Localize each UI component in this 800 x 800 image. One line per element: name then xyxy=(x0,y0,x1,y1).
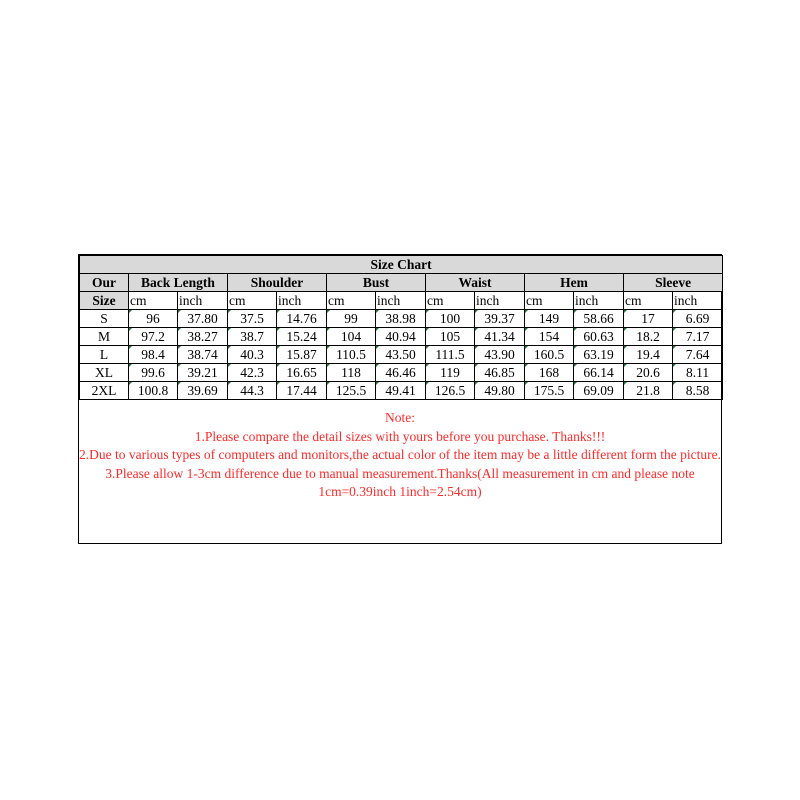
size-column-header: Size xyxy=(80,292,129,310)
measurement-cell: 118 xyxy=(327,364,376,382)
measurement-cell: 98.4 xyxy=(129,346,178,364)
measurement-cell: 40.3 xyxy=(228,346,277,364)
header-bust: Bust xyxy=(327,274,426,292)
measurement-cell: 99 xyxy=(327,310,376,328)
size-cell: M xyxy=(80,328,129,346)
measurement-cell: 160.5 xyxy=(525,346,574,364)
measurement-cell: 104 xyxy=(327,328,376,346)
table-title: Size Chart xyxy=(80,256,723,274)
note-line: 2.Due to various types of computers and monitors,the actual color of the item may be a little different form the picture. xyxy=(79,447,721,462)
measurement-cell: 46.85 xyxy=(475,364,525,382)
header-hem: Hem xyxy=(525,274,624,292)
header-sleeve: Sleeve xyxy=(624,274,723,292)
measurement-cell: 41.34 xyxy=(475,328,525,346)
note-line: 3.Please allow 1-3cm difference due to manual measurement.Thanks(All measurement in cm and please note 1cm=0.39inch 1inch=2.54cm) xyxy=(105,465,695,499)
measurement-cell: 168 xyxy=(525,364,574,382)
measurement-cell: 175.5 xyxy=(525,382,574,400)
unit-inch: inch xyxy=(475,292,525,310)
header-back-length: Back Length xyxy=(129,274,228,292)
measurement-cell: 69.09 xyxy=(574,382,624,400)
measurement-cell: 125.5 xyxy=(327,382,376,400)
header-waist: Waist xyxy=(426,274,525,292)
table-row xyxy=(80,364,723,382)
measurement-cell: 38.98 xyxy=(376,310,426,328)
measurement-cell: 38.74 xyxy=(178,346,228,364)
notes-block xyxy=(79,409,721,502)
size-chart-table xyxy=(79,255,723,400)
measurement-cell: 17 xyxy=(624,310,673,328)
size-cell: 2XL xyxy=(80,382,129,400)
measurement-cell: 7.17 xyxy=(673,328,723,346)
size-cell: XL xyxy=(80,364,129,382)
measurement-cell: 44.3 xyxy=(228,382,277,400)
measurement-cell: 14.76 xyxy=(277,310,327,328)
measurement-cell: 21.8 xyxy=(624,382,673,400)
measurement-cell: 7.64 xyxy=(673,346,723,364)
measurement-cell: 63.19 xyxy=(574,346,624,364)
measurement-cell: 111.5 xyxy=(426,346,475,364)
measurement-cell: 39.21 xyxy=(178,364,228,382)
measurement-cell: 15.87 xyxy=(277,346,327,364)
unit-cm: cm xyxy=(426,292,475,310)
measurement-cell: 100.8 xyxy=(129,382,178,400)
measurement-cell: 96 xyxy=(129,310,178,328)
unit-cm: cm xyxy=(129,292,178,310)
unit-cm: cm xyxy=(228,292,277,310)
measurement-cell: 43.50 xyxy=(376,346,426,364)
measurement-cell: 19.4 xyxy=(624,346,673,364)
measurement-cell: 105 xyxy=(426,328,475,346)
measurement-cell: 37.80 xyxy=(178,310,228,328)
measurement-cell: 20.6 xyxy=(624,364,673,382)
measurement-cell: 39.37 xyxy=(475,310,525,328)
size-cell: S xyxy=(80,310,129,328)
measurement-cell: 66.14 xyxy=(574,364,624,382)
table-row xyxy=(80,346,723,364)
measurement-cell: 42.3 xyxy=(228,364,277,382)
note-line: 1.Please compare the detail sizes with yours before you purchase. Thanks!!! xyxy=(194,428,606,444)
measurement-cell: 49.80 xyxy=(475,382,525,400)
measurement-cell: 119 xyxy=(426,364,475,382)
size-cell: L xyxy=(80,346,129,364)
measurement-cell: 8.11 xyxy=(673,364,723,382)
measurement-cell: 40.94 xyxy=(376,328,426,346)
measurement-cell: 37.5 xyxy=(228,310,277,328)
measurement-cell: 16.65 xyxy=(277,364,327,382)
unit-inch: inch xyxy=(178,292,228,310)
measurement-cell: 100 xyxy=(426,310,475,328)
unit-inch: inch xyxy=(376,292,426,310)
unit-inch: inch xyxy=(673,292,723,310)
table-row xyxy=(80,328,723,346)
measurement-cell: 17.44 xyxy=(277,382,327,400)
table-row xyxy=(80,382,723,400)
header-shoulder: Shoulder xyxy=(228,274,327,292)
measurement-cell: 38.7 xyxy=(228,328,277,346)
unit-inch: inch xyxy=(574,292,624,310)
measurement-cell: 8.58 xyxy=(673,382,723,400)
measurement-cell: 49.41 xyxy=(376,382,426,400)
our-size-header: Our xyxy=(80,274,129,292)
measurement-cell: 110.5 xyxy=(327,346,376,364)
measurement-cell: 46.46 xyxy=(376,364,426,382)
measurement-cell: 99.6 xyxy=(129,364,178,382)
table-row xyxy=(80,310,723,328)
size-chart-sheet xyxy=(78,254,722,544)
unit-inch: inch xyxy=(277,292,327,310)
measurement-cell: 149 xyxy=(525,310,574,328)
unit-cm: cm xyxy=(327,292,376,310)
measurement-cell: 39.69 xyxy=(178,382,228,400)
measurement-cell: 18.2 xyxy=(624,328,673,346)
unit-cm: cm xyxy=(525,292,574,310)
note-heading: Note: xyxy=(385,410,415,425)
measurement-cell: 38.27 xyxy=(178,328,228,346)
measurement-cell: 6.69 xyxy=(673,310,723,328)
unit-cm: cm xyxy=(624,292,673,310)
measurement-cell: 60.63 xyxy=(574,328,624,346)
measurement-cell: 97.2 xyxy=(129,328,178,346)
measurement-cell: 154 xyxy=(525,328,574,346)
measurement-cell: 126.5 xyxy=(426,382,475,400)
measurement-cell: 58.66 xyxy=(574,310,624,328)
measurement-cell: 43.90 xyxy=(475,346,525,364)
measurement-cell: 15.24 xyxy=(277,328,327,346)
